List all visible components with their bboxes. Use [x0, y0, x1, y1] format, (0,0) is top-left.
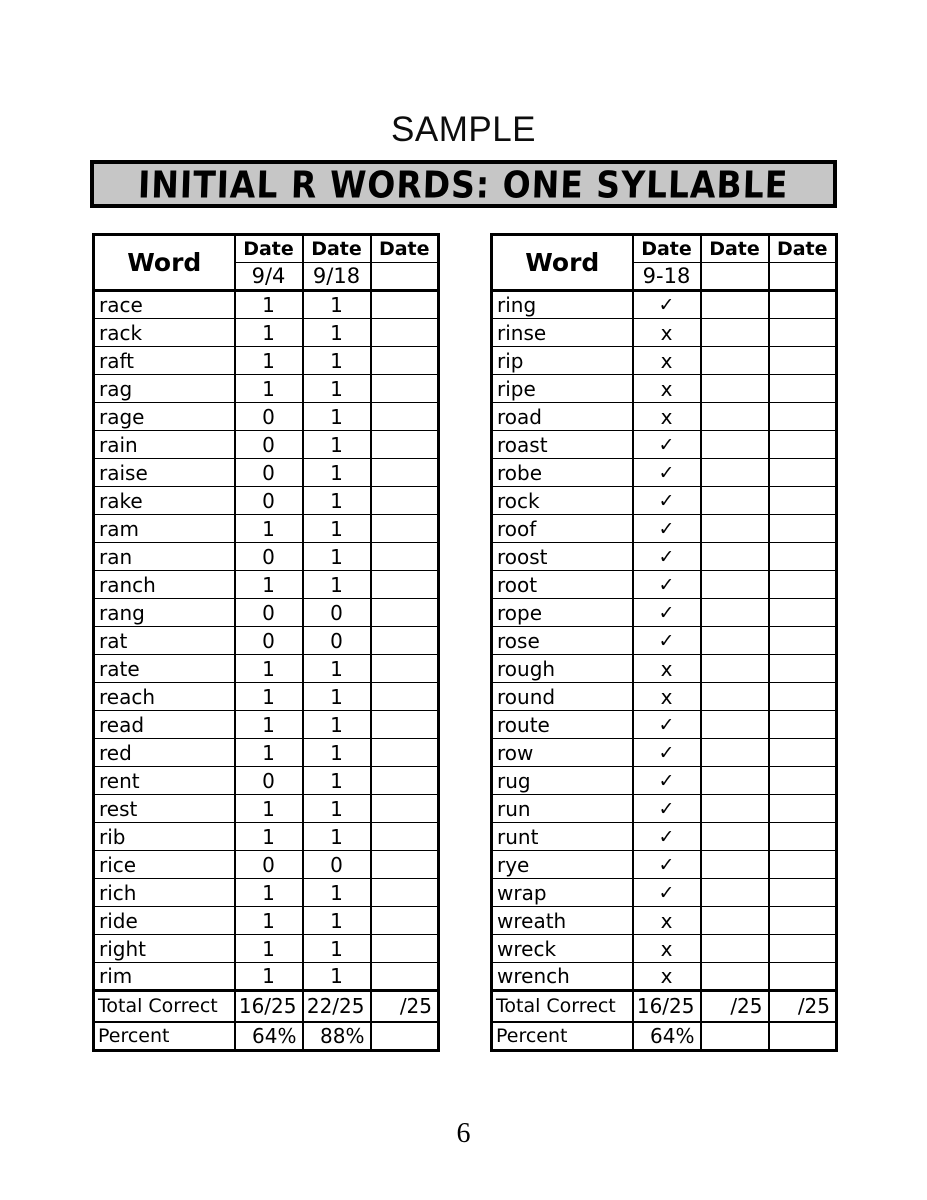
word-label: rat: [94, 627, 235, 655]
total-correct-value: /25: [701, 991, 769, 1022]
word-row: [492, 347, 837, 375]
score-mark-cell: 1: [303, 823, 371, 851]
empty-score-cell: [701, 347, 769, 375]
word-label: raise: [94, 459, 235, 487]
word-label: ranch: [94, 571, 235, 599]
date-value-cell: [769, 263, 837, 291]
empty-score-cell: [701, 319, 769, 347]
empty-score-cell: [701, 459, 769, 487]
score-mark-cell: 1: [303, 935, 371, 963]
word-label: rib: [94, 823, 235, 851]
word-row: [94, 851, 439, 879]
percent-row: [94, 1022, 439, 1051]
word-label: rug: [492, 767, 633, 795]
empty-score-cell: [769, 515, 837, 543]
word-row: [94, 403, 439, 431]
percent-label: Percent: [492, 1022, 633, 1051]
score-mark-cell: 0: [235, 431, 303, 459]
score-mark-cell: 0: [235, 459, 303, 487]
empty-score-cell: [769, 963, 837, 991]
score-mark-cell: 1: [235, 879, 303, 907]
empty-score-cell: [371, 823, 439, 851]
empty-score-cell: [371, 571, 439, 599]
word-row: [492, 599, 837, 627]
word-row: [492, 963, 837, 991]
score-mark-cell: 1: [235, 319, 303, 347]
empty-score-cell: [701, 963, 769, 991]
empty-score-cell: [769, 431, 837, 459]
percent-value: [371, 1022, 439, 1051]
word-column-header: Word: [94, 235, 235, 291]
score-mark-cell: 1: [303, 683, 371, 711]
percent-value: [701, 1022, 769, 1051]
word-label: wreck: [492, 935, 633, 963]
score-mark-cell: 1: [235, 655, 303, 683]
word-label: rose: [492, 627, 633, 655]
score-mark-cell: 1: [303, 459, 371, 487]
check-mark-cell: ✓: [633, 487, 701, 515]
percent-value: 88%: [303, 1022, 371, 1051]
word-row: [94, 431, 439, 459]
word-row: [94, 599, 439, 627]
word-label: rye: [492, 851, 633, 879]
date-column-header: Date: [769, 235, 837, 263]
word-label: ride: [94, 907, 235, 935]
total-correct-value: /25: [371, 991, 439, 1022]
empty-score-cell: [701, 907, 769, 935]
score-mark-cell: 1: [303, 795, 371, 823]
word-label: rent: [94, 767, 235, 795]
empty-score-cell: [701, 627, 769, 655]
word-label: raft: [94, 347, 235, 375]
score-mark-cell: 1: [303, 655, 371, 683]
word-label: route: [492, 711, 633, 739]
word-row: [492, 403, 837, 431]
word-label: rain: [94, 431, 235, 459]
empty-score-cell: [371, 935, 439, 963]
empty-score-cell: [701, 487, 769, 515]
score-mark-cell: 1: [303, 767, 371, 795]
empty-score-cell: [769, 739, 837, 767]
word-label: runt: [492, 823, 633, 851]
word-row: [94, 963, 439, 991]
empty-score-cell: [371, 655, 439, 683]
word-row: [492, 291, 837, 319]
word-label: rake: [94, 487, 235, 515]
word-row: [492, 879, 837, 907]
score-mark-cell: 1: [235, 739, 303, 767]
sample-label: SAMPLE: [391, 110, 536, 149]
score-mark-cell: 1: [303, 963, 371, 991]
word-row: [94, 627, 439, 655]
check-mark-cell: ✓: [633, 627, 701, 655]
score-mark-cell: 0: [235, 543, 303, 571]
percent-value: 64%: [235, 1022, 303, 1051]
left-score-table: [92, 233, 440, 1052]
empty-score-cell: [701, 795, 769, 823]
score-mark-cell: 0: [235, 403, 303, 431]
word-row: [94, 347, 439, 375]
score-mark-cell: 1: [303, 319, 371, 347]
score-mark-cell: 1: [235, 683, 303, 711]
score-mark-cell: x: [633, 963, 701, 991]
score-mark-cell: x: [633, 907, 701, 935]
check-mark-cell: ✓: [633, 599, 701, 627]
score-mark-cell: 0: [303, 599, 371, 627]
empty-score-cell: [769, 375, 837, 403]
score-mark-cell: 1: [235, 963, 303, 991]
empty-score-cell: [701, 375, 769, 403]
check-mark-cell: ✓: [633, 851, 701, 879]
word-row: [492, 319, 837, 347]
word-label: wrap: [492, 879, 633, 907]
word-row: [94, 879, 439, 907]
date-value-cell: 9-18: [633, 263, 701, 291]
score-mark-cell: 1: [235, 907, 303, 935]
empty-score-cell: [371, 487, 439, 515]
word-row: [94, 487, 439, 515]
score-mark-cell: 1: [303, 711, 371, 739]
score-mark-cell: 1: [303, 487, 371, 515]
percent-value: [769, 1022, 837, 1051]
word-row: [492, 795, 837, 823]
score-mark-cell: 0: [303, 851, 371, 879]
word-row: [492, 571, 837, 599]
score-mark-cell: 1: [303, 739, 371, 767]
word-label: reach: [94, 683, 235, 711]
score-mark-cell: 1: [235, 375, 303, 403]
word-row: [492, 739, 837, 767]
total-correct-value: 16/25: [633, 991, 701, 1022]
empty-score-cell: [701, 879, 769, 907]
word-row: [492, 711, 837, 739]
word-label: round: [492, 683, 633, 711]
word-label: rest: [94, 795, 235, 823]
check-mark-cell: ✓: [633, 711, 701, 739]
word-row: [94, 459, 439, 487]
word-row: [94, 515, 439, 543]
word-row: [492, 823, 837, 851]
empty-score-cell: [701, 599, 769, 627]
empty-score-cell: [769, 487, 837, 515]
empty-score-cell: [371, 907, 439, 935]
total-correct-row: [94, 991, 439, 1022]
empty-score-cell: [701, 571, 769, 599]
empty-score-cell: [371, 795, 439, 823]
word-row: [94, 711, 439, 739]
check-mark-cell: ✓: [633, 739, 701, 767]
percent-row: [492, 1022, 837, 1051]
check-mark-cell: ✓: [633, 291, 701, 319]
word-row: [492, 543, 837, 571]
score-mark-cell: 1: [235, 347, 303, 375]
score-mark-cell: 1: [303, 907, 371, 935]
word-row: [94, 739, 439, 767]
empty-score-cell: [769, 571, 837, 599]
page-number: 6: [456, 1118, 471, 1149]
empty-score-cell: [701, 291, 769, 319]
word-label: ring: [492, 291, 633, 319]
empty-score-cell: [701, 403, 769, 431]
word-row: [94, 683, 439, 711]
word-label: race: [94, 291, 235, 319]
check-mark-cell: ✓: [633, 879, 701, 907]
check-mark-cell: ✓: [633, 515, 701, 543]
empty-score-cell: [701, 515, 769, 543]
empty-score-cell: [371, 711, 439, 739]
check-mark-cell: ✓: [633, 431, 701, 459]
total-correct-label: Total Correct: [492, 991, 633, 1022]
empty-score-cell: [769, 935, 837, 963]
score-mark-cell: 1: [303, 347, 371, 375]
word-label: rip: [492, 347, 633, 375]
empty-score-cell: [769, 711, 837, 739]
score-mark-cell: x: [633, 319, 701, 347]
score-mark-cell: 1: [235, 711, 303, 739]
empty-score-cell: [769, 627, 837, 655]
score-mark-cell: x: [633, 935, 701, 963]
score-mark-cell: 1: [303, 375, 371, 403]
word-label: run: [492, 795, 633, 823]
word-label: rim: [94, 963, 235, 991]
empty-score-cell: [701, 851, 769, 879]
empty-score-cell: [701, 431, 769, 459]
word-row: [492, 935, 837, 963]
word-row: [94, 823, 439, 851]
word-label: read: [94, 711, 235, 739]
word-label: rack: [94, 319, 235, 347]
empty-score-cell: [701, 543, 769, 571]
total-correct-value: /25: [769, 991, 837, 1022]
date-column-header: Date: [371, 235, 439, 263]
word-label: wrench: [492, 963, 633, 991]
word-label: ram: [94, 515, 235, 543]
date-column-header: Date: [633, 235, 701, 263]
score-mark-cell: 1: [235, 291, 303, 319]
word-label: root: [492, 571, 633, 599]
banner-title: INITIAL R WORDS: ONE SYLLABLE: [137, 162, 790, 206]
empty-score-cell: [701, 711, 769, 739]
word-row: [492, 515, 837, 543]
word-label: rinse: [492, 319, 633, 347]
word-row: [94, 319, 439, 347]
empty-score-cell: [371, 963, 439, 991]
percent-label: Percent: [94, 1022, 235, 1051]
empty-score-cell: [769, 851, 837, 879]
empty-score-cell: [371, 739, 439, 767]
date-value-cell: 9/4: [235, 263, 303, 291]
word-row: [492, 459, 837, 487]
empty-score-cell: [769, 599, 837, 627]
empty-score-cell: [769, 823, 837, 851]
word-row: [94, 907, 439, 935]
score-mark-cell: 0: [235, 767, 303, 795]
score-mark-cell: 1: [235, 795, 303, 823]
word-row: [492, 851, 837, 879]
word-label: ripe: [492, 375, 633, 403]
word-column-header: Word: [492, 235, 633, 291]
word-label: right: [94, 935, 235, 963]
word-row: [94, 767, 439, 795]
word-label: roof: [492, 515, 633, 543]
empty-score-cell: [769, 767, 837, 795]
empty-score-cell: [769, 907, 837, 935]
empty-score-cell: [371, 767, 439, 795]
empty-score-cell: [701, 935, 769, 963]
empty-score-cell: [371, 543, 439, 571]
date-column-header: Date: [235, 235, 303, 263]
word-label: rang: [94, 599, 235, 627]
empty-score-cell: [769, 403, 837, 431]
word-label: roast: [492, 431, 633, 459]
score-mark-cell: 1: [235, 571, 303, 599]
empty-score-cell: [371, 319, 439, 347]
word-row: [94, 291, 439, 319]
total-correct-label: Total Correct: [94, 991, 235, 1022]
score-mark-cell: x: [633, 655, 701, 683]
score-mark-cell: x: [633, 347, 701, 375]
score-mark-cell: 1: [303, 291, 371, 319]
score-mark-cell: 1: [235, 823, 303, 851]
score-mark-cell: 0: [235, 627, 303, 655]
word-row: [492, 487, 837, 515]
empty-score-cell: [701, 683, 769, 711]
total-correct-value: 16/25: [235, 991, 303, 1022]
score-mark-cell: 1: [235, 515, 303, 543]
check-mark-cell: ✓: [633, 823, 701, 851]
score-mark-cell: x: [633, 375, 701, 403]
empty-score-cell: [371, 879, 439, 907]
empty-score-cell: [371, 459, 439, 487]
total-correct-row: [492, 991, 837, 1022]
word-label: rope: [492, 599, 633, 627]
word-row: [492, 907, 837, 935]
score-mark-cell: 0: [235, 851, 303, 879]
title-banner: [90, 160, 837, 208]
score-mark-cell: 1: [303, 431, 371, 459]
empty-score-cell: [371, 683, 439, 711]
word-row: [492, 683, 837, 711]
word-label: rich: [94, 879, 235, 907]
word-label: wreath: [492, 907, 633, 935]
empty-score-cell: [371, 851, 439, 879]
score-tables: [92, 233, 838, 1052]
date-value-cell: [701, 263, 769, 291]
date-column-header: Date: [701, 235, 769, 263]
score-mark-cell: 1: [303, 543, 371, 571]
empty-score-cell: [769, 795, 837, 823]
empty-score-cell: [371, 431, 439, 459]
empty-score-cell: [371, 515, 439, 543]
empty-score-cell: [701, 655, 769, 683]
total-correct-value: 22/25: [303, 991, 371, 1022]
empty-score-cell: [769, 655, 837, 683]
score-mark-cell: 1: [303, 403, 371, 431]
word-row: [94, 571, 439, 599]
empty-score-cell: [701, 823, 769, 851]
empty-score-cell: [769, 683, 837, 711]
check-mark-cell: ✓: [633, 767, 701, 795]
score-mark-cell: 0: [235, 599, 303, 627]
word-label: rage: [94, 403, 235, 431]
empty-score-cell: [701, 767, 769, 795]
word-label: rock: [492, 487, 633, 515]
score-mark-cell: 1: [303, 571, 371, 599]
word-label: row: [492, 739, 633, 767]
score-mark-cell: 1: [303, 515, 371, 543]
right-score-table: [490, 233, 838, 1052]
check-mark-cell: ✓: [633, 543, 701, 571]
check-mark-cell: ✓: [633, 795, 701, 823]
empty-score-cell: [769, 543, 837, 571]
date-value-cell: [371, 263, 439, 291]
empty-score-cell: [769, 347, 837, 375]
word-label: rough: [492, 655, 633, 683]
date-column-header: Date: [303, 235, 371, 263]
word-row: [94, 655, 439, 683]
word-label: ran: [94, 543, 235, 571]
word-row: [94, 375, 439, 403]
word-row: [492, 767, 837, 795]
word-label: robe: [492, 459, 633, 487]
word-row: [94, 795, 439, 823]
check-mark-cell: ✓: [633, 459, 701, 487]
word-row: [492, 655, 837, 683]
empty-score-cell: [769, 319, 837, 347]
word-row: [94, 935, 439, 963]
score-mark-cell: 1: [235, 935, 303, 963]
empty-score-cell: [371, 347, 439, 375]
empty-score-cell: [371, 403, 439, 431]
empty-score-cell: [769, 459, 837, 487]
percent-value: 64%: [633, 1022, 701, 1051]
word-label: red: [94, 739, 235, 767]
score-mark-cell: 0: [235, 487, 303, 515]
score-mark-cell: 1: [303, 879, 371, 907]
word-label: road: [492, 403, 633, 431]
score-mark-cell: x: [633, 683, 701, 711]
empty-score-cell: [769, 291, 837, 319]
word-row: [492, 375, 837, 403]
empty-score-cell: [701, 739, 769, 767]
word-row: [492, 627, 837, 655]
empty-score-cell: [371, 599, 439, 627]
check-mark-cell: ✓: [633, 571, 701, 599]
word-label: rice: [94, 851, 235, 879]
word-label: rate: [94, 655, 235, 683]
word-label: roost: [492, 543, 633, 571]
date-value-cell: 9/18: [303, 263, 371, 291]
empty-score-cell: [371, 627, 439, 655]
word-label: rag: [94, 375, 235, 403]
empty-score-cell: [371, 375, 439, 403]
word-row: [492, 431, 837, 459]
score-mark-cell: 0: [303, 627, 371, 655]
word-row: [94, 543, 439, 571]
score-mark-cell: x: [633, 403, 701, 431]
empty-score-cell: [371, 291, 439, 319]
empty-score-cell: [769, 879, 837, 907]
